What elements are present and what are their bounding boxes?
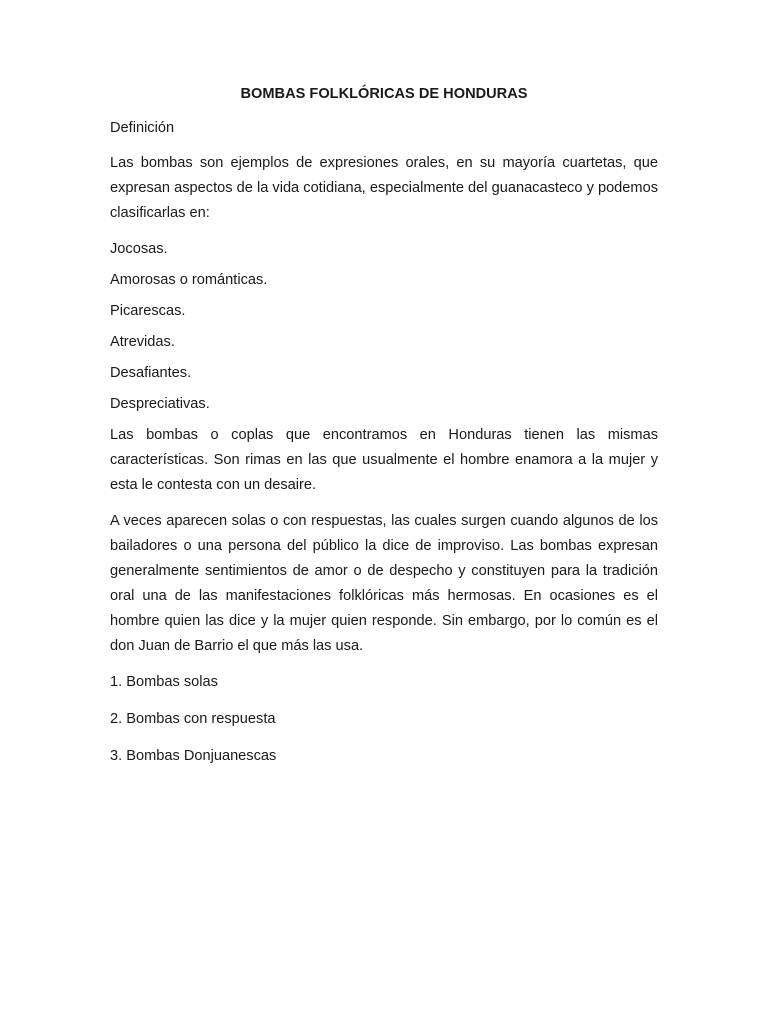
list-item: 2. Bombas con respuesta: [110, 711, 276, 727]
section-heading-definicion: Definición: [110, 120, 175, 136]
paragraph-characteristics: Las bombas o coplas que encontramos en Honduras tienen las mismas características. Son rimas en las que usualmente el hombre enamora a la mujer y esta le contesta con un desaire.: [110, 427, 658, 493]
list-item: Atrevidas.: [110, 334, 175, 350]
list-item: 3. Bombas Donjuanescas: [110, 748, 277, 764]
list-item: Despreciativas.: [110, 396, 210, 412]
list-item: Picarescas.: [110, 303, 186, 319]
document-body: [110, 84, 658, 781]
document-title: BOMBAS FOLKLÓRICAS DE HONDURAS: [240, 86, 528, 102]
bomba-types-list: [110, 237, 658, 417]
bomba-categories-list: [110, 670, 658, 769]
list-item: 1. Bombas solas: [110, 674, 218, 690]
list-item: Desafiantes.: [110, 365, 192, 381]
list-item: Amorosas o románticas.: [110, 272, 268, 288]
list-item: Jocosas.: [110, 241, 168, 257]
intro-paragraph: Las bombas son ejemplos de expresiones orales, en su mayoría cuartetas, que expresan aspectos de la vida cotidiana, especialmente del guanacasteco y podemos clasificarlas en:: [110, 155, 658, 221]
paragraph-description: A veces aparecen solas o con respuestas, las cuales surgen cuando algunos de los bailadores o una persona del público la dice de improviso. Las bombas expresan generalmente sentimientos de amor o de despecho y constituyen para la tradición oral una de las manifestaciones folklóricas más hermosas. En ocasiones es el hombre quien las dice y la mujer quien responde. Sin embargo, por lo común es el don Juan de Barrio el que más las usa.: [110, 513, 658, 654]
